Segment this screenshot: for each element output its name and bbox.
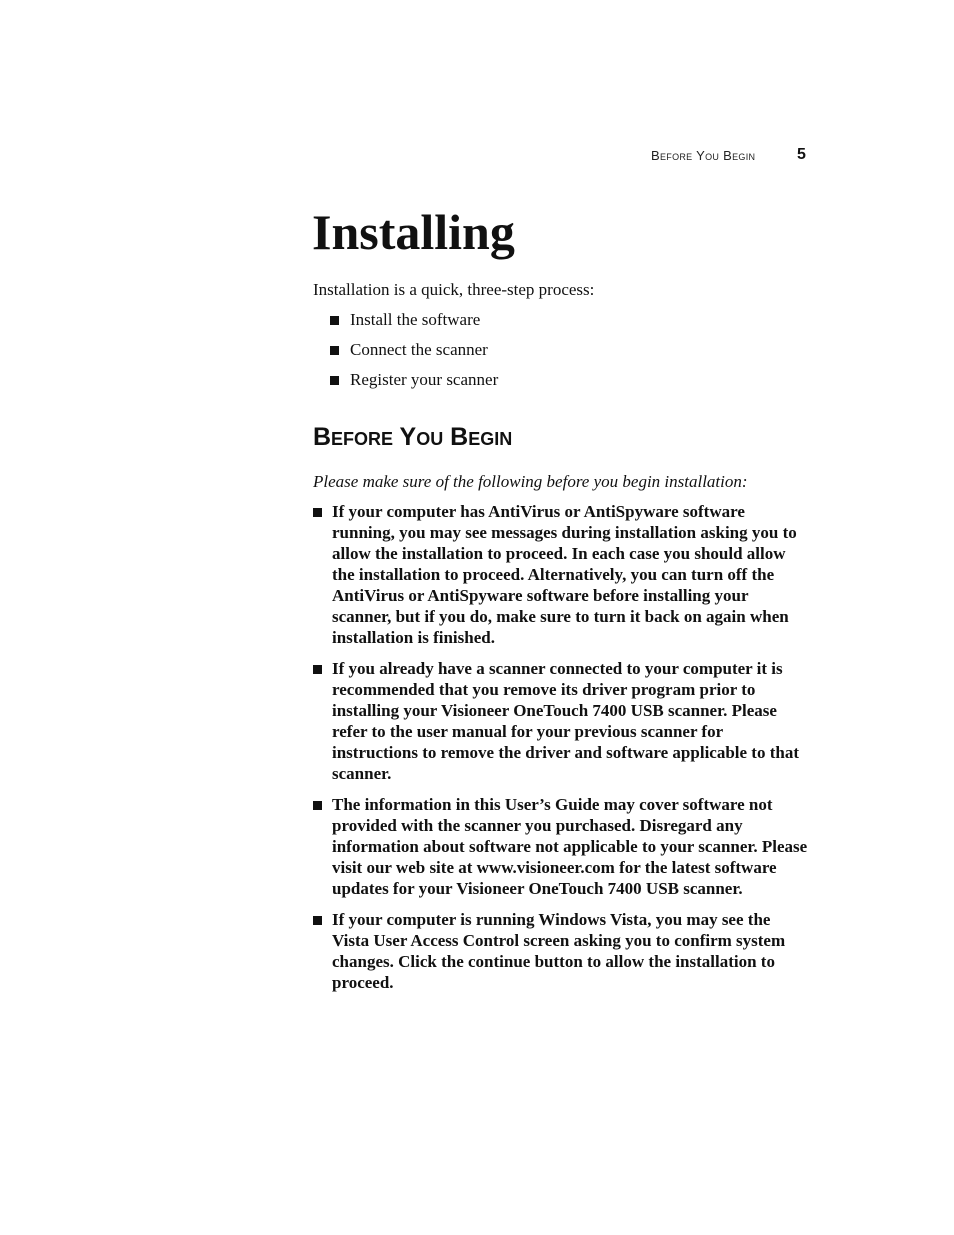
- section-heading: Before You Begin: [313, 423, 513, 451]
- list-item: [330, 309, 498, 339]
- list-item: [330, 339, 498, 369]
- list-item-text: The information in this User’s Guide may cover software not provided with the scanner you purchased. Disregard any information about software not applicable to your scanner. Please visit our web site at www.visioneer.com for the latest software updates for your Visioneer OneTouch 7400 USB scanner.: [332, 795, 808, 898]
- square-bullet-icon: [330, 316, 339, 325]
- page-title: Installing: [312, 204, 515, 260]
- list-item-text: If your computer is running Windows Vista, you may see the Vista User Access Control screen asking you to confirm system changes. Click the continue button to allow the installation to proceed.: [332, 910, 786, 992]
- prerequisites-list: [313, 501, 813, 1003]
- square-bullet-icon: [313, 665, 322, 674]
- list-item-text: If your computer has AntiVirus or AntiSpyware software running, you may see messages during installation asking you to allow the installation to proceed. In each case you should allow the installation to proceed. Alternatively, you can turn off the AntiVirus or AntiSpyware software before installing your scanner, but if you do, make sure to turn it back on again when installation is finished.: [332, 502, 797, 647]
- list-item-text: Connect the scanner: [350, 340, 488, 359]
- list-item-text: Install the software: [350, 310, 481, 329]
- list-item: [313, 501, 813, 648]
- section-note: Please make sure of the following before you begin installation:: [313, 472, 748, 491]
- square-bullet-icon: [330, 346, 339, 355]
- list-item-text: Register your scanner: [350, 370, 499, 389]
- square-bullet-icon: [313, 508, 322, 517]
- square-bullet-icon: [313, 916, 322, 925]
- list-item: [313, 658, 813, 784]
- install-steps-list: [330, 309, 498, 399]
- list-item: [313, 909, 813, 993]
- list-item: [330, 369, 498, 399]
- list-item: [313, 794, 813, 899]
- intro-paragraph: Installation is a quick, three-step process:: [313, 280, 595, 299]
- running-head: Before You Begin: [651, 148, 756, 163]
- square-bullet-icon: [313, 801, 322, 810]
- square-bullet-icon: [330, 376, 339, 385]
- page-number: 5: [797, 146, 806, 163]
- list-item-text: If you already have a scanner connected to your computer it is recommended that you remove its driver program prior to installing your Visioneer OneTouch 7400 USB scanner. Please refer to the user manual for your previous scanner for instructions to remove the driver and software applicable to that scanner.: [332, 659, 799, 783]
